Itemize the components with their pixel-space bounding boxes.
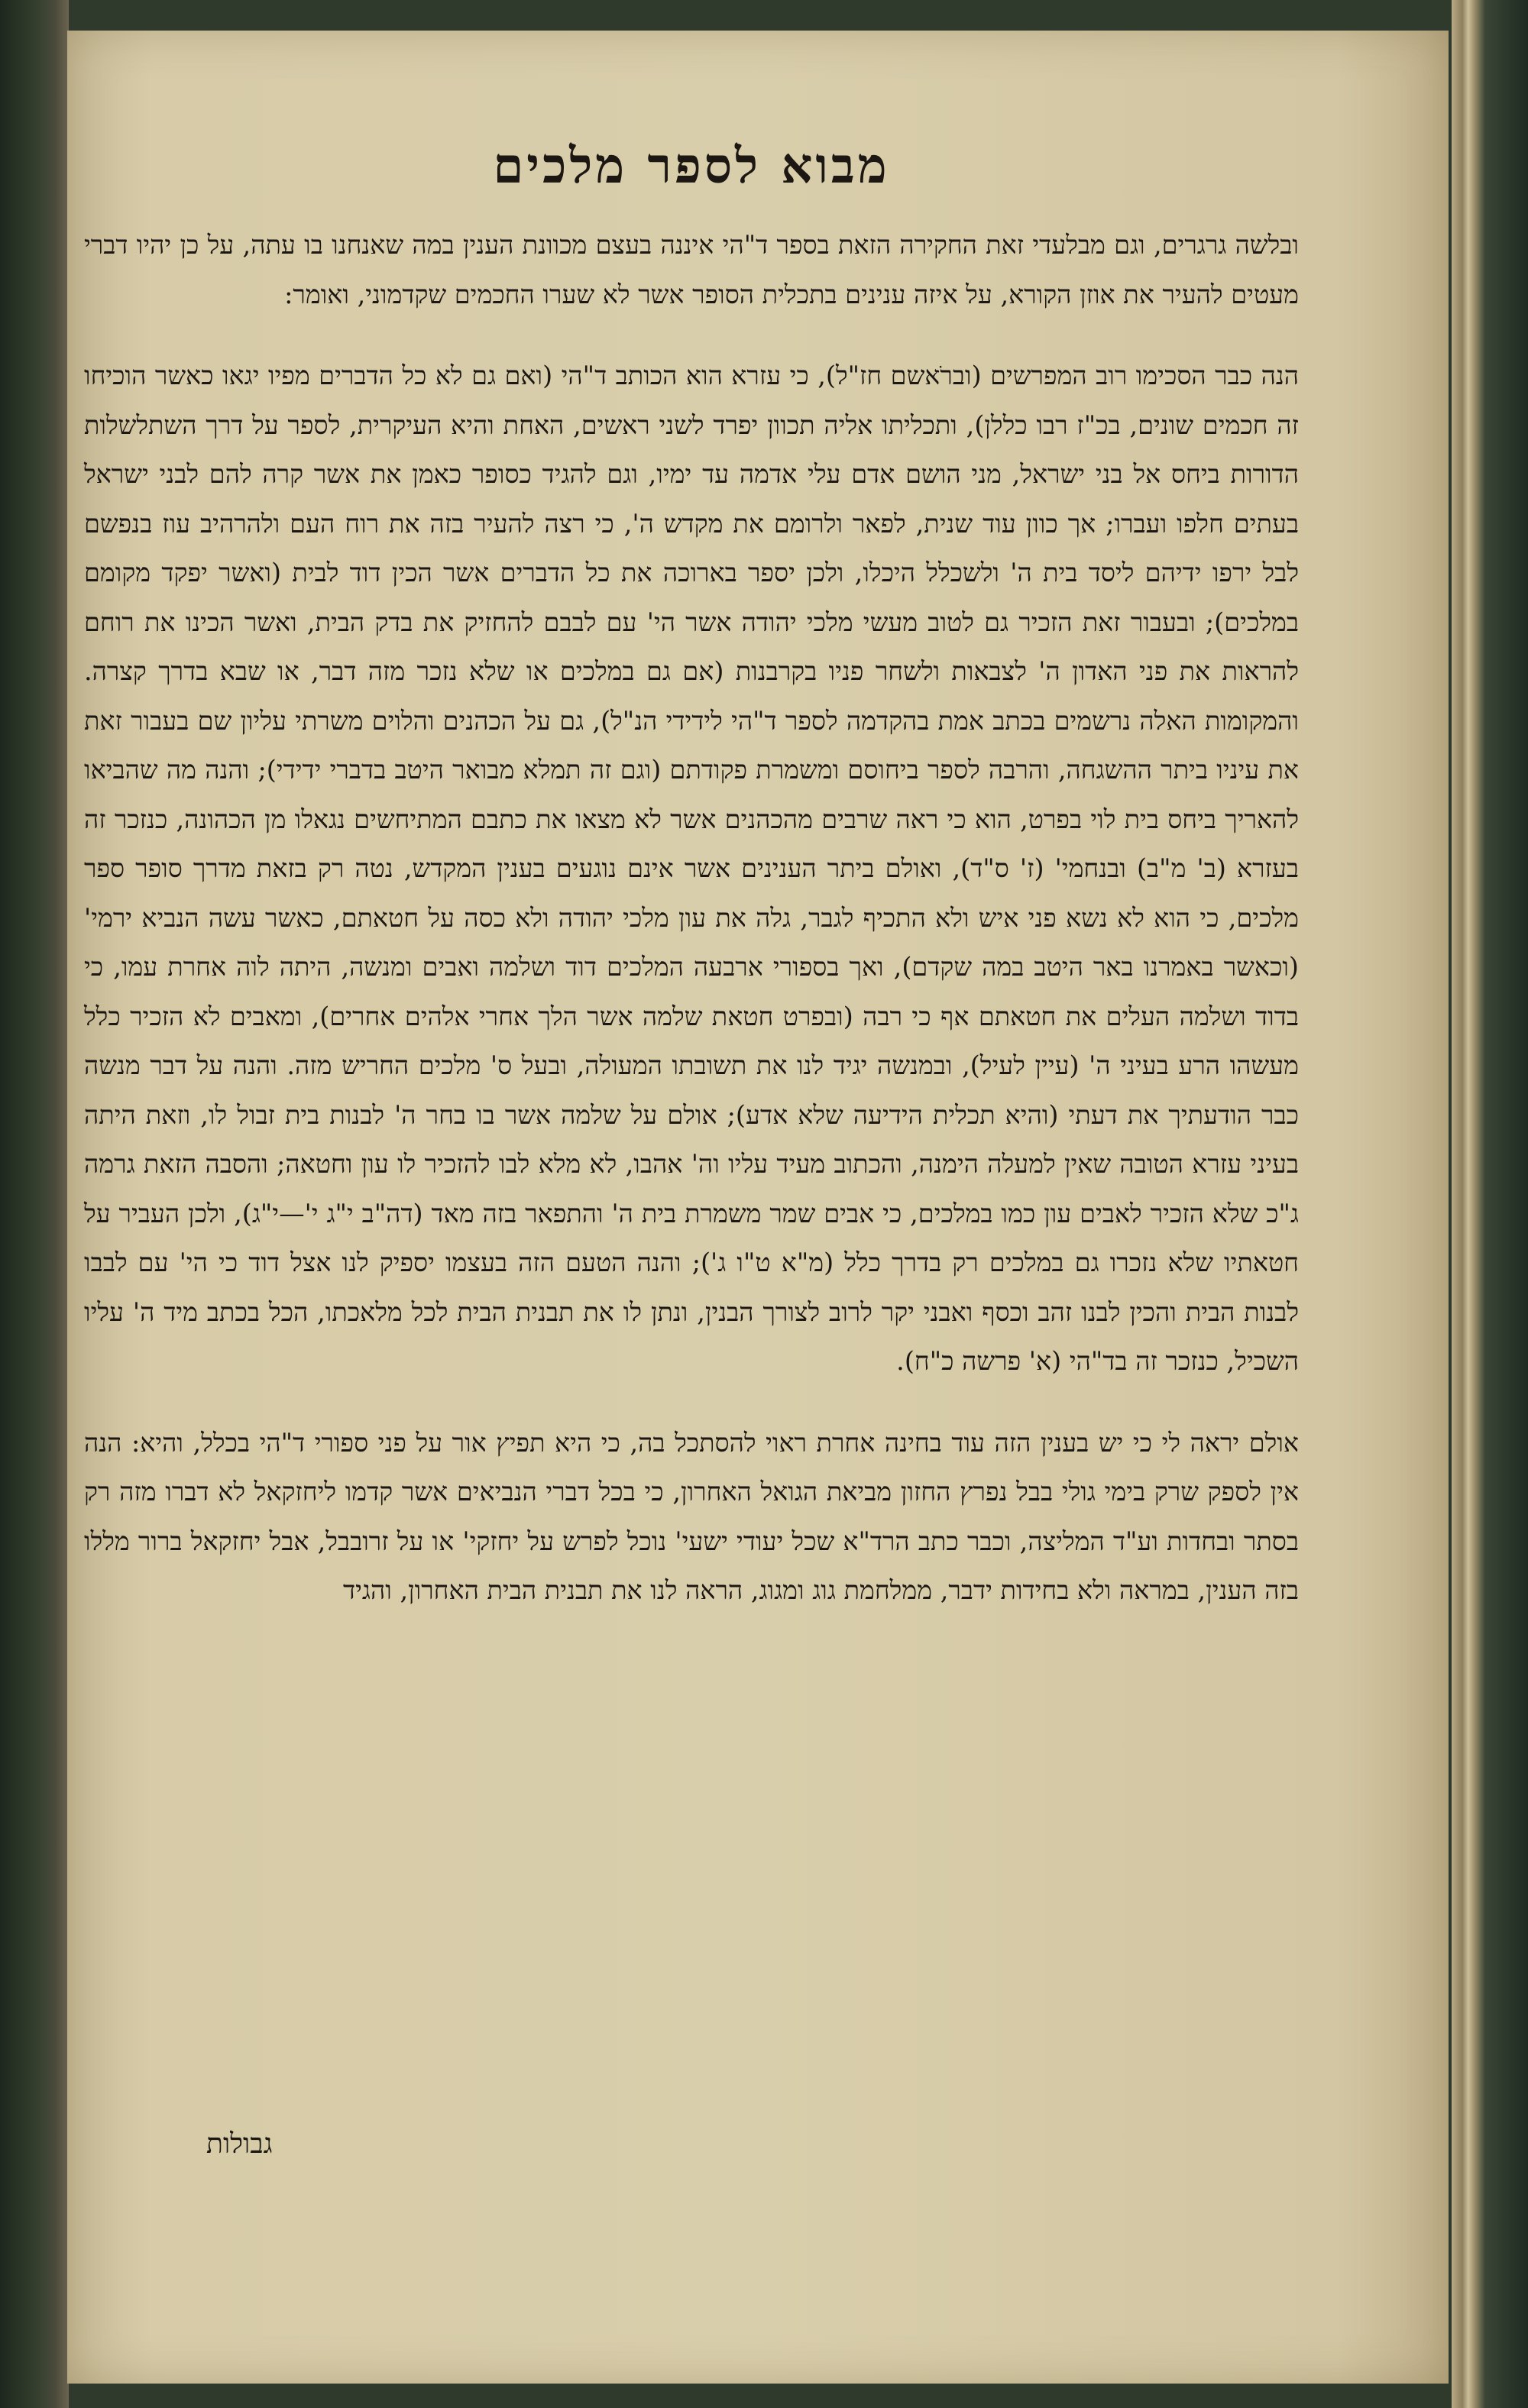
page-title: מבוא לספר מלכים — [493, 138, 890, 195]
catchword: גבולות — [206, 2128, 273, 2160]
left-book-edge — [0, 0, 69, 2408]
page-content — [84, 138, 1299, 1648]
right-book-edge — [1452, 0, 1528, 2408]
paragraph-main: הנה כבר הסכימו רוב המפרשים (וברֹאשם חז"ל), כי עזרא הוא הכותב ד"הי (ואם גם לא כל הדברים מפיו יגאו כאשר הוכיחו זה חכמים שונים, בכ"ז רבו כללן), ותכליתו אליה תכוון יפרד לשני ראשים, האחת והיא העיקרית, לספר על דרך השתלשלות הדורות ביחס אל בני ישראל, מני הושם אדם עלי אדמה עד ימיו, וגם להגיד כסופר כאמן את אשר קרה להם לבני ישראל בעתים חלפו ועברו; אך כוון עוד שנית, לפאר ולרומם את מקדש ה', כי רצה להעיר בזה את רוח העם ולהרהיב עוז בנפשם לבל ירפו ידיהם ליסד בית ה' ולשכלל היכלו, ולכן יספר בארוכה את כל הדברים אשר הכין דוד לבית (ואשר יפקד מקומם במלכים); ובעבור זאת הזכיר גם לטוב מעשי מלכי יהודה אשר הי' עם לבבם להחזיק את בדק הבית, ואשר הכינו את רוחם להראות את פני האדון ה' לצבאות ולשחר פניו בקרבנות (אם גם במלכים או שלא נזכר מזה דבר, או שבא בדרך קצרה. והמקומות האלה נרשמים בכתב אמת בהקדמה לספר ד"הי לידידי הנ"ל), גם על הכהנים והלוים משרתי עליון שם בעבור זאת את עיניו ביתר ההשגחה, והרבה לספר ביחוסם ומשמרת פקודתם (וגם זה תמלא מבואר היטב בדברי ידידי); והנה מה שהביאו להאריך ביחס בית לוי בפרט, הוא כי ראה שרבים מהכהנים אשר לא מצאו את כתבם המתיחשים נגאלו מן הכהונה, כנזכר זה בעזרא (ב' מ"ב) ובנחמי' (ז' ס"ד), ואולם ביתר הענינים אשר אינם נוגעים בענין המקדש, נטה רק בזאת מדרך סופר ספר מלכים, כי הוא לא נשא פני איש ולא התכיף לגבר, גלה את עון מלכי יהודה ולא כסה על חטאתם, כאשר עשה הנביא ירמי' (וכאשר באמרנו באר היטב במה שקדם), ואך בספורי ארבעה המלכים דוד ושלמה ואבים ומנשה, היתה לוה אחרת עמו, כי בדוד ושלמה העלים את חטאתם אף כי רבה (ובפרט חטאת שלמה אשר הלך אחרי אלהים אחרים), ומאבים לא הזכיר כלל מעשהו הרע בעיני ה' (עיין לעיל), ובמנשה יגיד לנו את תשובתו המעולה, ובעל ס' מלכים החריש מזה. והנה על דבר מנשה כבר הודעתיך את דעתי (והיא תכלית הידיעה שלא אדע); אולם על שלמה אשר בו בחר ה' לבנות בית זבול לו, וזאת היתה בעיני עזרא הטובה שאין למעלה הימנה, והכתוב מעיד עליו וה' אהבו, לא מלא לבו להזכיר לו עון וחטאה; והסבה הזאת גרמה ג"כ שלא הזכיר לאבים עון כמו במלכים, כי אבים שמר משמרת בית ה' והתפאר בזה מאד (דה"ב י"ג י'—י"ג), ולכן העביר על חטאתיו שלא נזכרו גם במלכים רק בדרך כלל (מ"א ט"ו ג'); והנה הטעם הזה בעצמו יספיק לנו אצל דוד כי הי' עם לבבו לבנות הבית והכין לבנו זהב וכסף ואבני יקר לרוב לצורך הבנין, ונתן לו את תבנית הבית לכל מלאכתו, הכל בכתב מיד ה' עליו השכיל, כנזכר זה בד"הי (א' פרשה כ"ח). — [84, 361, 1300, 1376]
paragraph-intro: ובלשה גרגרים, וגם מבלעדי זאת החקירה הזאת בספר ד"הי איננה בעצם מכוונת הענין במה שאנחנו בו עתה, על כן יהיו דברי מעטים להעיר את אוזן הקורא, על איזה ענינים בתכלית הסופר אשר לא שערו החכמים שקדמוני, ואומר: — [84, 230, 1299, 309]
paragraph-closing: אולם יראה לי כי יש בענין הזה עוד בחינה אחרת ראוי להסתכל בה, כי היא תפיץ אור על פני ספורי ד"הי בכלל, והיא: הנה אין לספק שרק בימי גולי בבל נפרץ החזון מביאת הגואל האחרון, כי בכל דברי הנביאים אשר קדמו ליחזקאל לא דברו מזה רק בסתר ובחדות וע"ד המליצה, וכבר כתב הרד"א שכל יעודי ישעי' נוכל לפרש על יחזקי' או על זרובבל, אבל יחזקאל ברור מללו בזה הענין, במראה ולא בחידות ידבר, ממלחמת גוג ומגוג, הראה לנו את תבנית הבית האחרון, והגיד — [84, 1427, 1300, 1605]
